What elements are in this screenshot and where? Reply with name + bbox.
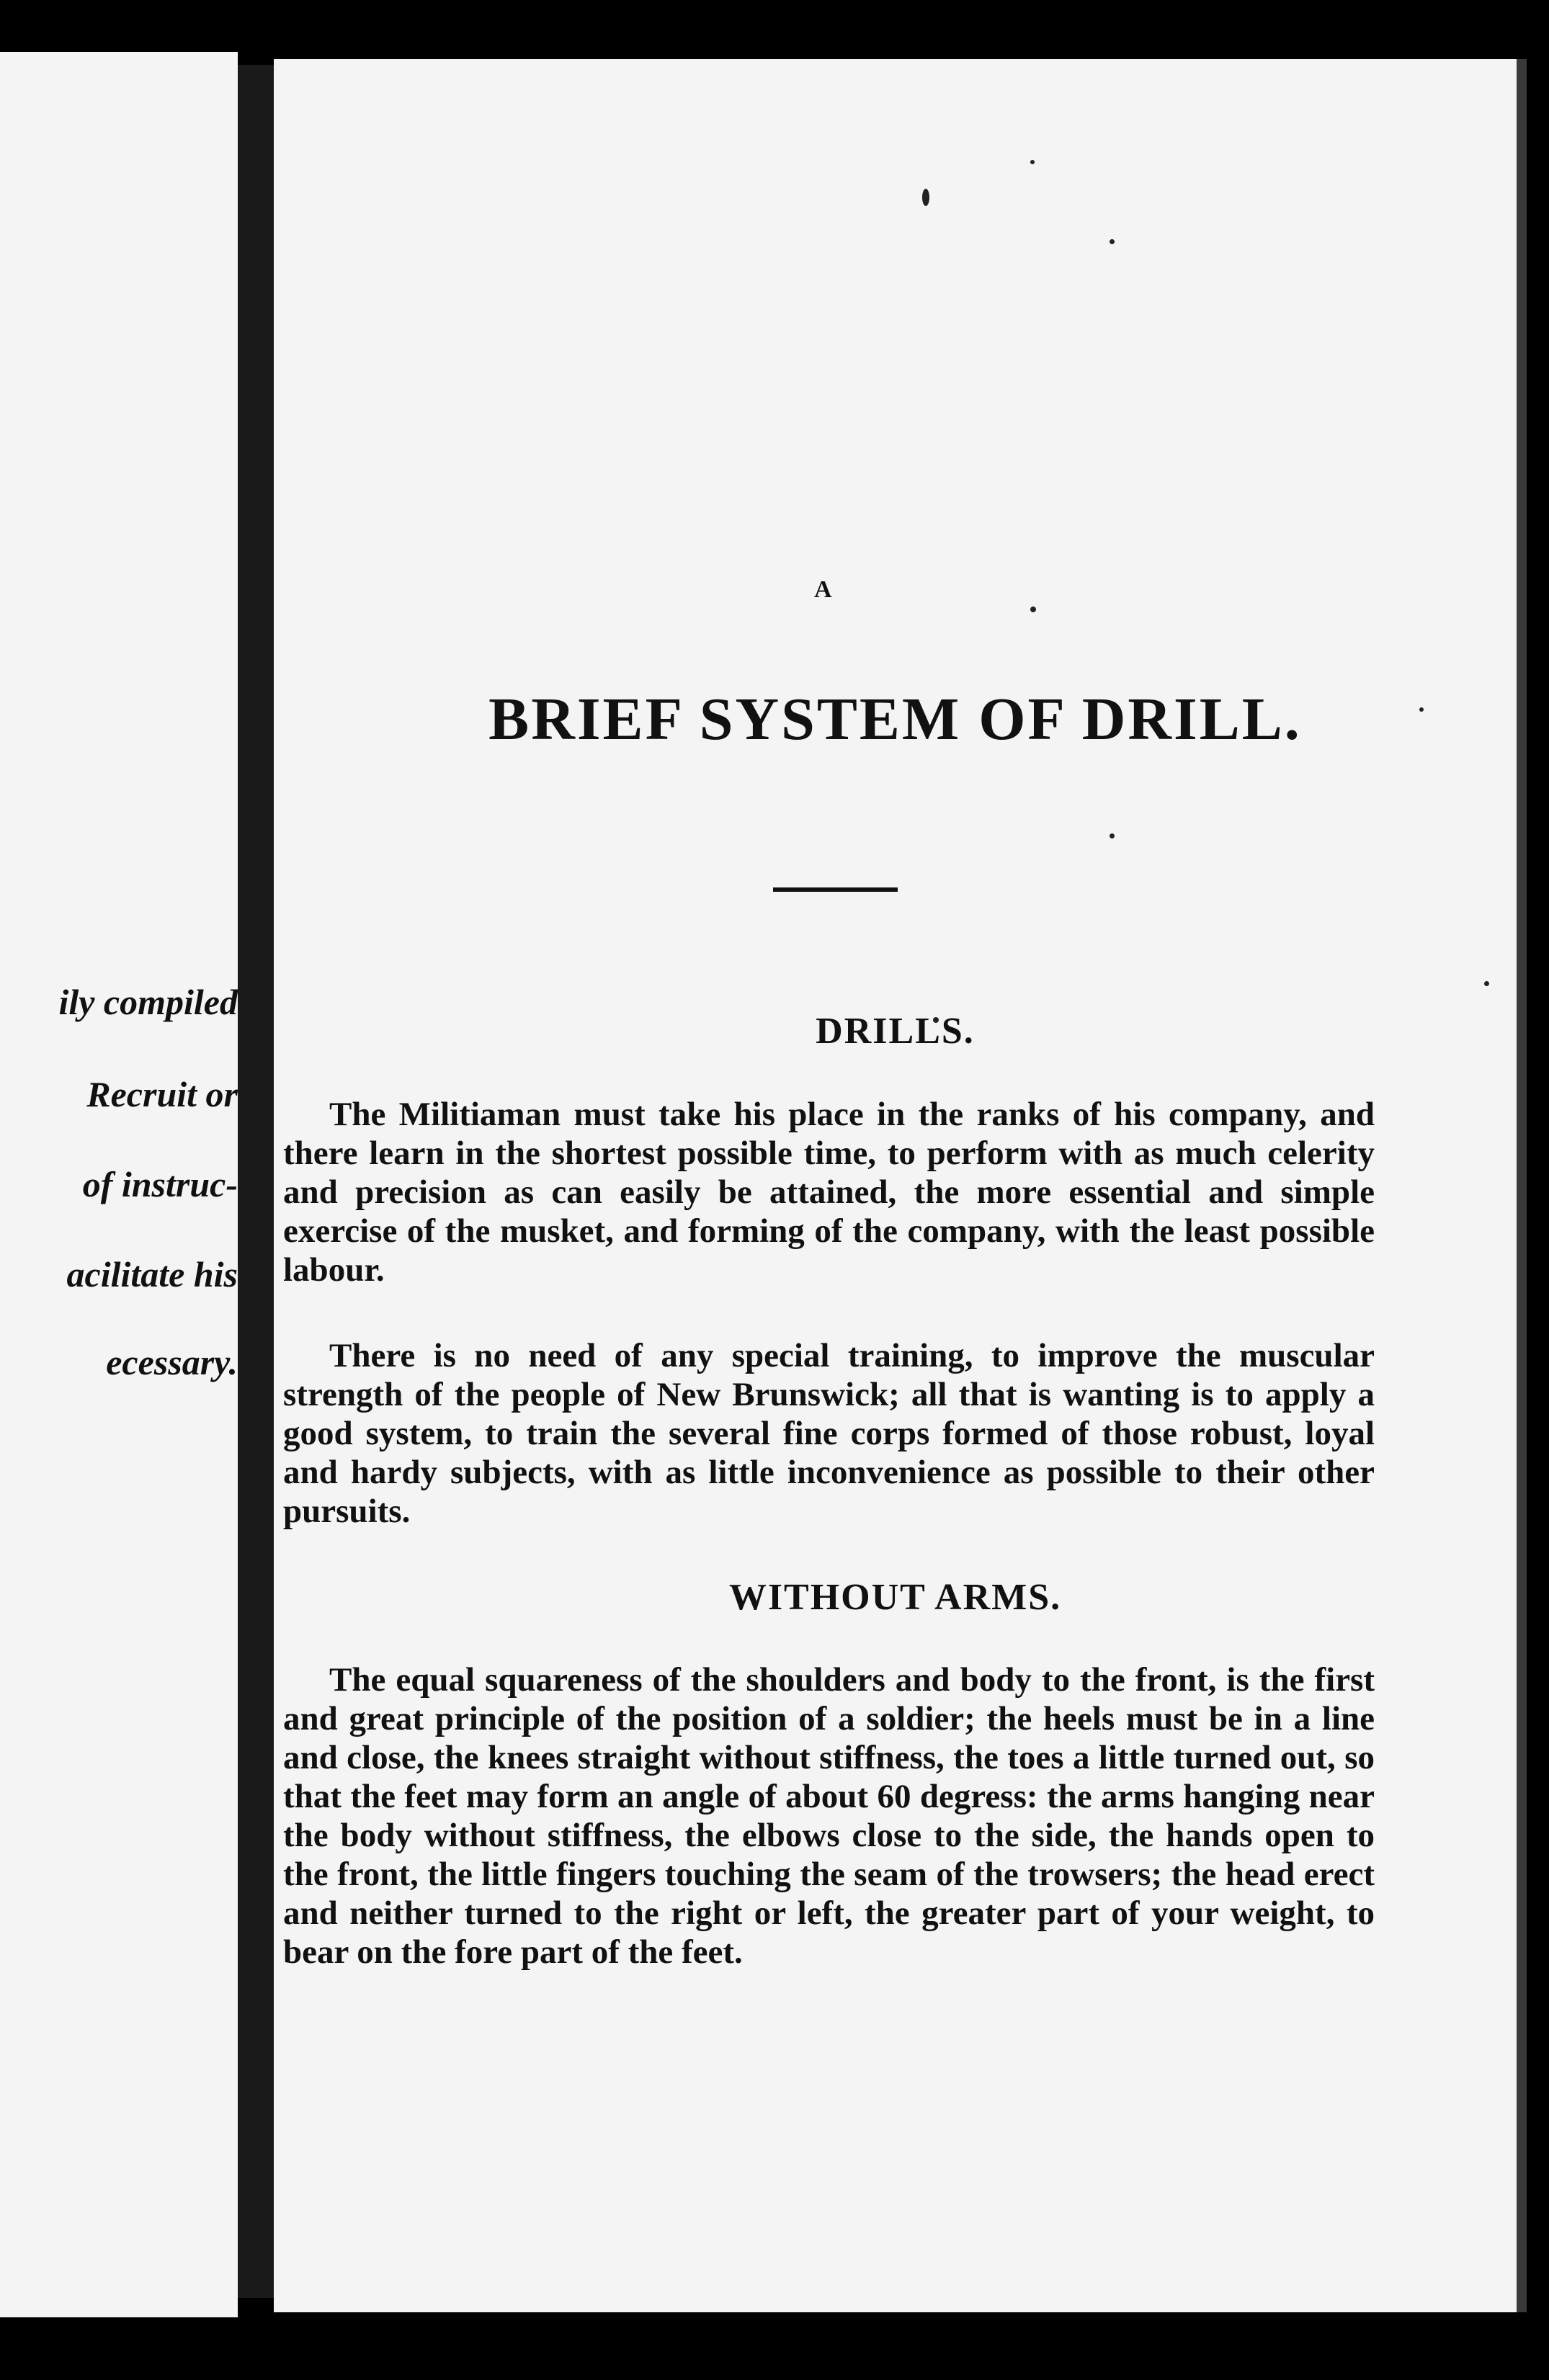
section-heading-drills: DRILLS.: [816, 1011, 975, 1052]
ink-speck: [1030, 607, 1036, 612]
book-spine: [238, 65, 274, 2298]
ink-speck: [1110, 239, 1115, 244]
page-edge: [1517, 59, 1527, 2312]
paragraph-drills-1: The Militiaman must take his place in the ranks of his company, and there learn in the shortest possible time, to perform with as much celerity and precision as can easily be attained, the more essential and simple exercise of the musket, and forming of the company, with the least possible labour.: [283, 1096, 1375, 1289]
left-page: [0, 52, 238, 2317]
ink-speck: [1484, 981, 1489, 986]
left-page-text-line: ecessary.: [106, 1342, 238, 1382]
left-page-text-line: Recruit or: [86, 1074, 238, 1114]
title-rule: [773, 887, 898, 892]
ink-speck: [1110, 833, 1115, 838]
section-heading-without-arms: WITHOUT ARMS.: [728, 1577, 1062, 1618]
page-title: BRIEF SYSTEM OF DRILL.: [488, 686, 1302, 753]
left-page-text-line: ily compiled: [58, 982, 238, 1022]
ink-speck: [922, 189, 929, 206]
left-page-text-line: acilitate his: [66, 1254, 238, 1294]
left-page-text-line: of instruc-: [82, 1164, 238, 1204]
paragraph-without-arms-1: The equal squareness of the shoulders and body to the front, is the first and great principle of the position of a soldier; the heels must be in a line and close, the knees straight without stiffness, the toes a little turned out, so that the feet may form an angle of about 60 degress: the arms hanging near the body without stiffness, the elbows close to the side, the hands open to the front, the little fingers touching the seam of the trowsers; the head erect and neither turned to the right or left, the greater part of your weight, to bear on the fore part of the feet.: [283, 1661, 1375, 1971]
ink-speck: [1030, 160, 1035, 164]
title-article: A: [814, 576, 832, 603]
paragraph-drills-2: There is no need of any special training, to improve the muscular strength of the people of New Brunswick; all that is wanting is to apply a good system, to train the several fine corps formed of those robust, loyal and hardy subjects, with as little inconvenience as possible to their other pursuits.: [283, 1337, 1375, 1530]
